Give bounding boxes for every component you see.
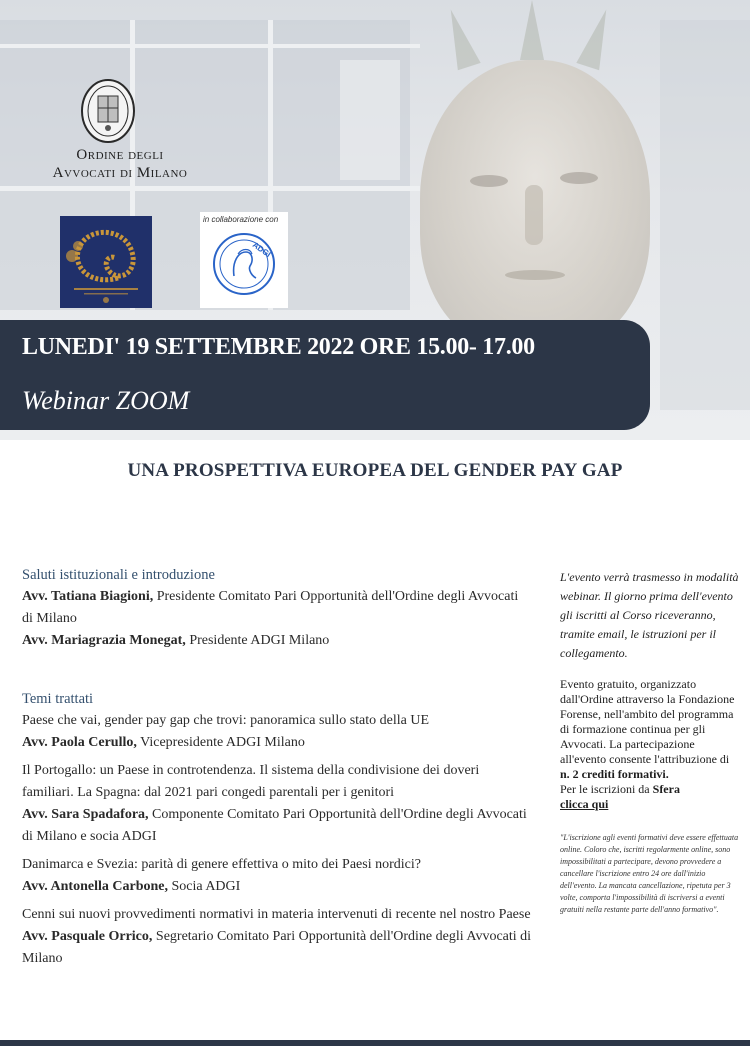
collaboration-label: in collaborazione con xyxy=(203,215,279,224)
topic-speaker xyxy=(22,926,532,970)
topic-text: Paese che vai, gender pay gap che trovi: panoramica sullo stato della UE xyxy=(22,713,430,728)
event-info xyxy=(560,677,740,812)
event-date-banner xyxy=(0,320,650,430)
speaker-role: Componente Comitato Pari Opportunità dell'Ordine degli Avvocati di Milano e socia ADGI xyxy=(22,807,527,844)
ordine-name xyxy=(40,146,200,182)
topic-text: Danimarca e Svezia: parità di genere effettiva o mito dei Paesi nordici? xyxy=(22,857,421,872)
registration-note: "L'iscrizione agli eventi formativi deve essere effettuata online. Coloro che, iscritti regolarmente online, sono impossibilitati a partecipare, devono provvedere a cancellare l'iscrizione entro 24 ore dall'inizio dell'evento. La mancata cancellazione, ripetuta per 3 volte, comporta l'impossibilità di iscriversi a eventi gratuiti nella restante parte dell'anno formativo". xyxy=(560,833,739,914)
speaker-role: Segretario Comitato Pari Opportunità dell'Ordine degli Avvocati di Milano xyxy=(22,929,532,966)
event-date: LUNEDI' 19 SETTEMBRE 2022 ORE 15.00- 17.00 xyxy=(22,334,535,360)
program xyxy=(22,564,532,970)
footer-bar xyxy=(0,1040,750,1046)
topic-text: Cenni sui nuovi provvedimenti normativi in materia intervenuti di recente nel nostro Paese xyxy=(22,907,531,922)
ordine-name-line1: Ordine degli xyxy=(76,147,164,163)
speaker-name: Avv. Tatiana Biagioni, xyxy=(22,589,154,604)
event-info-text: Evento gratuito, organizzato dall'Ordine attraverso la Fondazione Forense, nell'ambito del programma di formazione continua per gli Avvocati. xyxy=(560,677,735,751)
collaboration-box xyxy=(200,212,288,308)
speaker-name: Avv. Paola Cerullo, xyxy=(22,735,137,750)
fondazione-forense-logo xyxy=(60,216,152,308)
topic-speaker xyxy=(22,804,532,848)
credits-value: n. 2 crediti formativi. xyxy=(560,767,669,781)
info-sidebar xyxy=(560,568,740,916)
adgi-logo xyxy=(212,232,276,296)
subscribe-text: Per le iscrizioni da xyxy=(560,782,653,796)
speaker-name: Avv. Sara Spadafora, xyxy=(22,807,149,822)
speaker-name: Avv. Pasquale Orrico, xyxy=(22,929,153,944)
credits-text: La partecipazione all'evento consente l'attribuzione di xyxy=(560,737,730,766)
topic-text: Il Portogallo: un Paese in controtendenza. Il sistema della condivisione dei doveri familiari. La Spagna: dal 2021 pari congedi parentali per i genitori xyxy=(22,763,480,800)
greeting-speaker xyxy=(22,630,532,652)
event-format: Webinar ZOOM xyxy=(22,386,190,415)
ordine-avvocati-seal-logo xyxy=(80,78,136,144)
speaker-role: Socia ADGI xyxy=(167,879,241,894)
speaker-name: Avv. Mariagrazia Monegat, xyxy=(22,633,186,648)
speaker-name: Avv. Antonella Carbone, xyxy=(22,879,168,894)
speaker-role: Vicepresidente ADGI Milano xyxy=(136,735,305,750)
webinar-note: L'evento verrà trasmesso in modalità webinar. Il giorno prima dell'evento gli iscritti al Corso riceveranno, tramite email, le istruzioni per il collegamento. xyxy=(560,570,739,660)
speaker-role: Presidente Comitato Pari Opportunità dell'Ordine degli Avvocati di Milano xyxy=(22,589,519,626)
topic-speaker xyxy=(22,876,532,898)
topics-heading: Temi trattati xyxy=(22,691,94,707)
sfera-label: Sfera xyxy=(652,782,680,796)
greetings-heading: Saluti istituzionali e introduzione xyxy=(22,567,215,583)
subscribe-link[interactable]: clicca qui xyxy=(560,797,609,811)
ordine-name-line2: Avvocati di Milano xyxy=(52,165,188,181)
event-title: UNA PROSPETTIVA EUROPEA DEL GENDER PAY GAP xyxy=(127,460,623,481)
greeting-speaker xyxy=(22,586,532,630)
speaker-role: Presidente ADGI Milano xyxy=(185,633,330,648)
svg-text:ADGI: ADGI xyxy=(250,240,273,260)
topic-speaker xyxy=(22,732,532,754)
